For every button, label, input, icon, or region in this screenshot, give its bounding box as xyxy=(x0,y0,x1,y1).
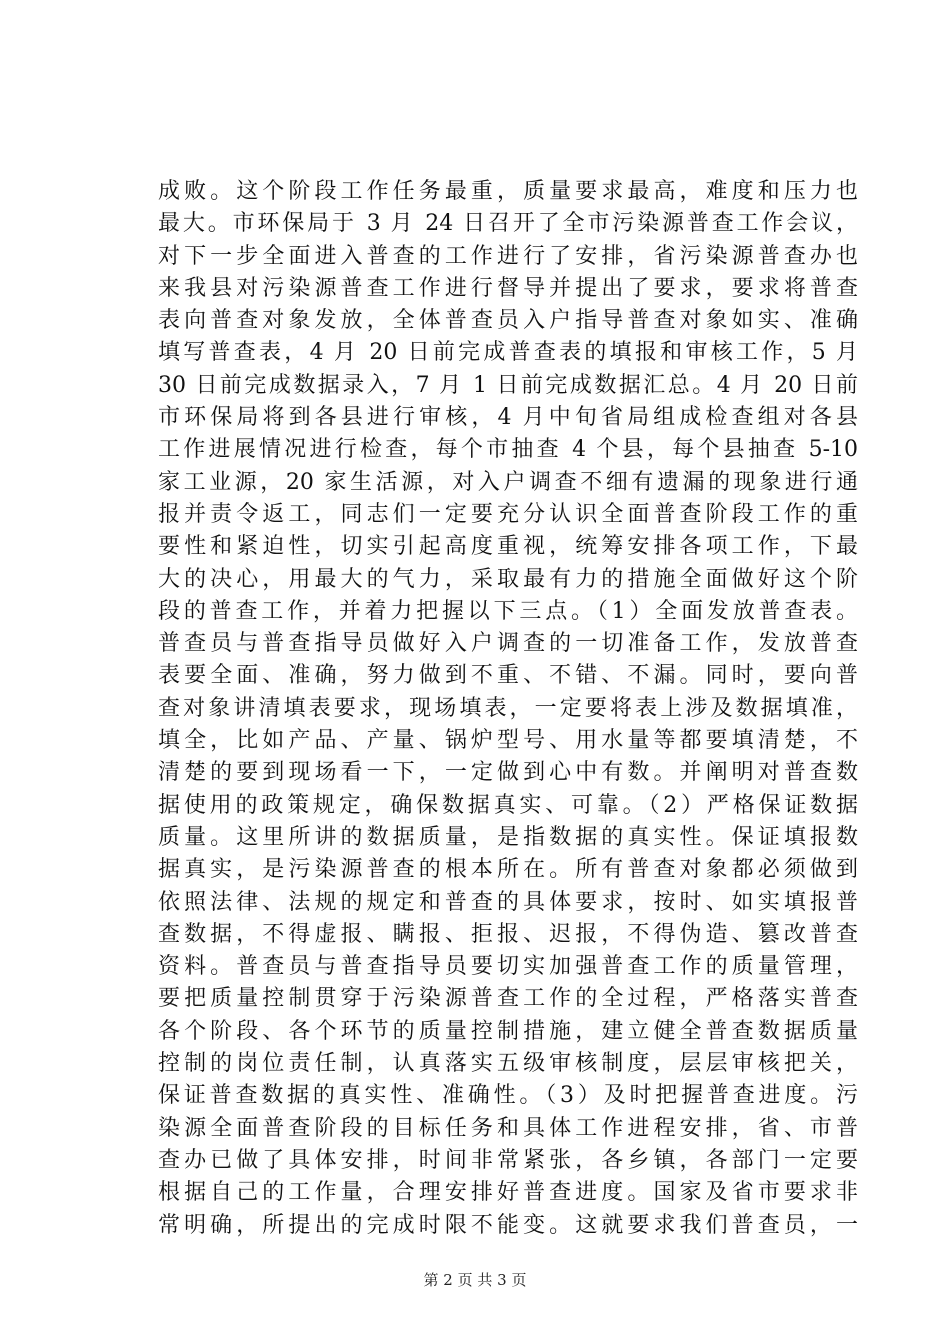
text-line: 要把质量控制贯穿于污染源普查工作的全过程，严格落实普查 xyxy=(158,986,858,1012)
text-line: 常明确，所提出的完成时限不能变。这就要求我们普查员，一 xyxy=(158,1212,858,1238)
text-line: 资料。普查员与普查指导员要切实加强普查工作的质量管理， xyxy=(158,954,858,980)
text-line: 保证普查数据的真实性、准确性。（3）及时把握普查进度。污 xyxy=(158,1083,858,1109)
text-line: 对下一步全面进入普查的工作进行了安排，省污染源普查办也 xyxy=(158,243,858,269)
text-line: 要性和紧迫性，切实引起高度重视，统筹安排各项工作，下最 xyxy=(158,534,858,560)
text-line: 段的普查工作，并着力把握以下三点。（1）全面发放普查表。 xyxy=(158,598,858,624)
text-line: 据真实，是污染源普查的根本所在。所有普查对象都必须做到 xyxy=(158,857,858,883)
text-line: 报并责令返工，同志们一定要充分认识全面普查阶段工作的重 xyxy=(158,501,858,527)
text-line: 依照法律、法规的规定和普查的具体要求，按时、如实填报普 xyxy=(158,889,858,915)
text-line: 市环保局将到各县进行审核，4 月中旬省局组成检查组对各县 xyxy=(158,405,858,431)
text-line: 30 日前完成数据录入，7 月 1 日前完成数据汇总。4 月 20 日前 xyxy=(158,372,858,398)
text-line: 最大。市环保局于 3 月 24 日召开了全市污染源普查工作会议， xyxy=(158,211,858,237)
text-line: 表向普查对象发放，全体普查员入户指导普查对象如实、准确 xyxy=(158,308,858,334)
text-line: 查对象讲清填表要求，现场填表，一定要将表上涉及数据填准， xyxy=(158,695,858,721)
text-line: 成败。这个阶段工作任务最重，质量要求最高，难度和压力也 xyxy=(158,179,858,204)
text-line: 来我县对污染源普查工作进行督导并提出了要求，要求将普查 xyxy=(158,275,858,301)
text-line: 查数据，不得虚报、瞒报、拒报、迟报，不得伪造、篡改普查 xyxy=(158,921,858,947)
text-line: 家工业源，20 家生活源，对入户调查不细有遗漏的现象进行通 xyxy=(158,469,858,495)
text-line: 各个阶段、各个环节的质量控制措施，建立健全普查数据质量 xyxy=(158,1018,858,1044)
text-line: 质量。这里所讲的数据质量，是指数据的真实性。保证填报数 xyxy=(158,824,858,850)
text-line: 清楚的要到现场看一下，一定做到心中有数。并阐明对普查数 xyxy=(158,760,858,786)
text-line: 普查员与普查指导员做好入户调查的一切准备工作，发放普查 xyxy=(158,631,858,657)
text-line: 填写普查表，4 月 20 日前完成普查表的填报和审核工作，5 月 xyxy=(158,340,858,366)
body-text xyxy=(158,176,858,1242)
text-line: 填全，比如产品、产量、锅炉型号、用水量等都要填清楚，不 xyxy=(158,728,858,754)
page-footer: 第 2 页 共 3 页 xyxy=(423,1271,527,1289)
text-line: 根据自己的工作量，合理安排好普查进度。国家及省市要求非 xyxy=(158,1180,858,1206)
text-line: 染源全面普查阶段的目标任务和具体工作进程安排，省、市普 xyxy=(158,1115,858,1141)
text-line: 工作进展情况进行检查，每个市抽查 4 个县，每个县抽查 5-10 xyxy=(158,437,858,463)
text-line: 控制的岗位责任制，认真落实五级审核制度，层层审核把关， xyxy=(158,1051,858,1077)
text-line: 大的决心，用最大的气力，采取最有力的措施全面做好这个阶 xyxy=(158,566,858,592)
text-line: 据使用的政策规定，确保数据真实、可靠。（2）严格保证数据 xyxy=(158,792,858,818)
text-line: 查办已做了具体安排，时间非常紧张，各乡镇，各部门一定要 xyxy=(158,1147,858,1173)
text-line: 表要全面、准确，努力做到不重、不错、不漏。同时，要向普 xyxy=(158,663,858,689)
